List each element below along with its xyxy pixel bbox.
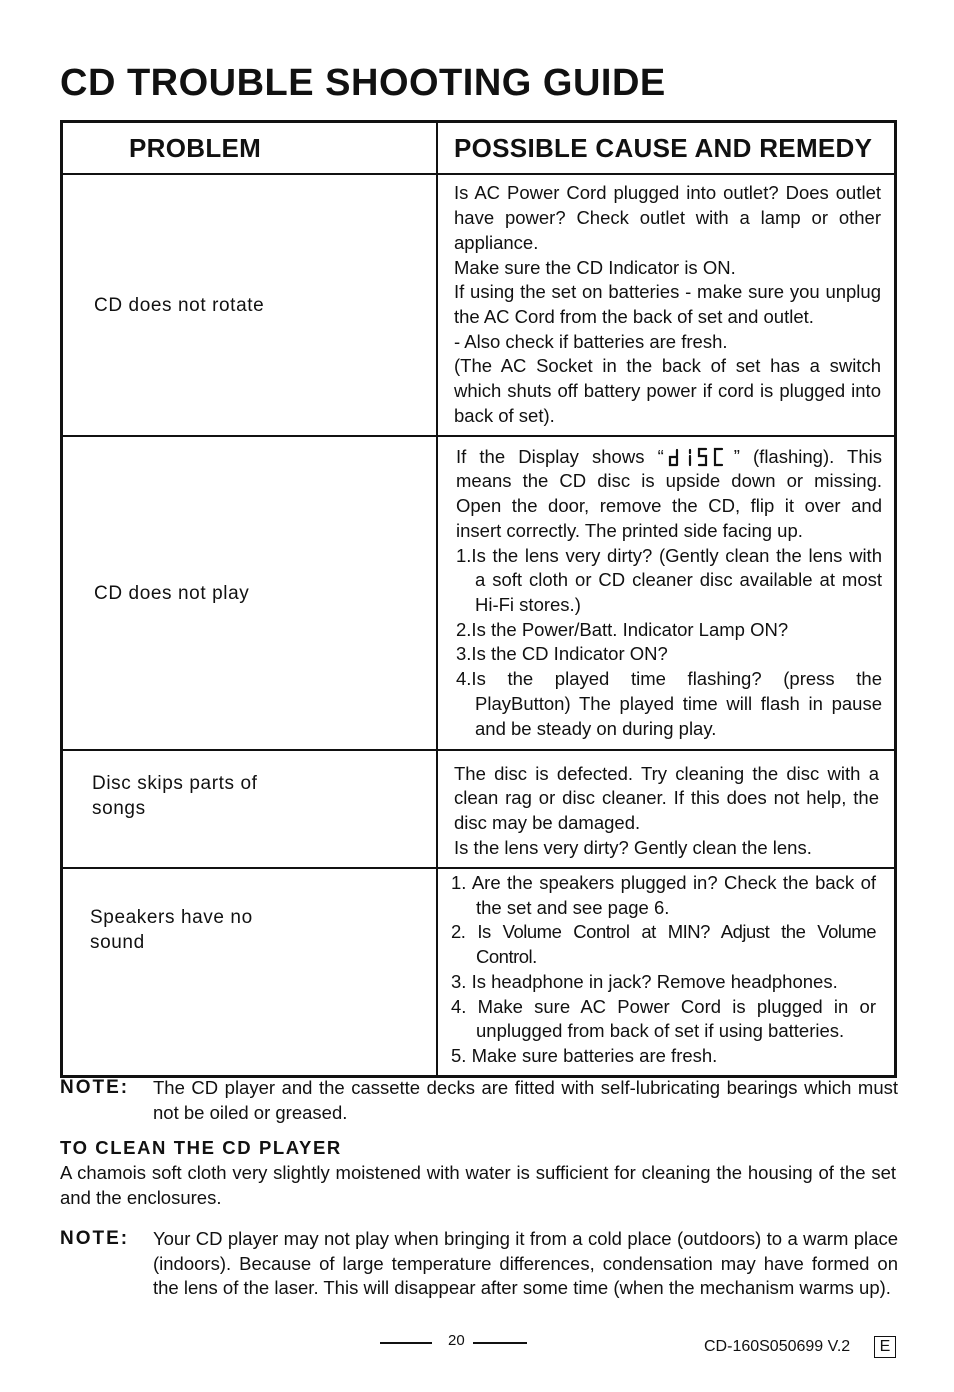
display-intro [456,445,882,544]
trouble-shooting-table [60,120,897,1078]
remedy-item: 3. Is headphone in jack? Remove headphones. [451,970,838,992]
note-condensation [60,1227,898,1301]
remedy-line: Make sure the CD Indicator is ON. [454,256,736,278]
table-row [62,174,896,436]
footer-rule-right [473,1342,527,1344]
page-title: CD TROUBLE SHOOTING GUIDE [60,62,666,104]
footer-rule-left [380,1342,432,1344]
problem-cell: CD does not rotate [94,294,265,316]
remedy-item: 3.Is the CD Indicator ON? [456,643,668,665]
language-badge: E [874,1336,896,1358]
table-row [62,436,896,750]
clean-text: A chamois soft cloth very slightly moistened with water is sufficient for cleaning the housing of the set and the enclosures. [60,1162,896,1208]
remedy-cell [437,436,896,750]
remedy-line: Is the lens very dirty? Gently clean the lens. [454,836,812,858]
table-row [62,750,896,868]
remedy-cell [437,174,896,436]
note-lubrication [60,1076,898,1125]
remedy-line: Is AC Power Cord plugged into outlet? Does outlet have power? Check outlet with a lamp or other appliance. [454,182,881,253]
remedy-item: 4. Make sure AC Power Cord is plugged in or unplugged from back of set if using batteries. [451,995,876,1042]
remedy-item: 4.Is the played time flashing? (press the PlayButton) The played time will flash in pause and be steady on during play. [456,668,882,739]
clean-heading: TO CLEAN THE CD PLAYER [60,1137,342,1158]
remedy-cell [437,868,896,1076]
table-header-row [62,122,896,175]
remedy-item: 2.Is the Power/Batt. Indicator Lamp ON? [456,618,789,640]
note-text: Your CD player may not play when bringing it from a cold place (outdoors) to a warm place (indoors). Because of large temperature differences, condensation may have formed on the lens of the laser. This will disappear after some time (when the mechanism warms up). [153,1228,898,1299]
remedy-line: If using the set on batteries - make sure you unplug the AC Cord from the back of set and outlet. [454,281,881,327]
remedy-item: 2. Is Volume Control at MIN? Adjust the Volume Control. [451,921,876,968]
remedy-line: - Also check if batteries are fresh. [454,330,728,352]
remedy-line: (The AC Socket in the back of set has a switch which shuts off battery power if cord is plugged into back of set). [454,355,881,426]
problem-cell: Speakers have no sound [90,907,253,953]
disc-display-icon [668,445,730,467]
problem-cell: Disc skips parts of songs [92,773,258,819]
table-row [62,868,896,1076]
remedy-item: 5. Make sure batteries are fresh. [451,1044,718,1066]
header-problem: PROBLEM [62,122,438,175]
problem-cell: CD does not play [94,582,250,604]
note-label: NOTE: [60,1228,130,1249]
model-code: CD-160S050699 V.2 [704,1338,851,1355]
note-text: The CD player and the cassette decks are fitted with self-lubricating bearings which must not be oiled or greased. [153,1077,898,1123]
remedy-item: 1. Are the speakers plugged in? Check the back of the set and see page 6. [451,872,876,918]
header-remedy: POSSIBLE CAUSE AND REMEDY [437,122,896,175]
remedy-cell [437,750,896,868]
display-intro-before: If the Display shows “ [456,445,664,467]
display-intro-after: ” (flashing). This means the CD disc is upside down or missing. Open the door, remove the CD, flip it over and insert correctly. The printed side facing up. [456,445,882,541]
page-number: 20 [448,1332,465,1349]
remedy-line: The disc is defected. Try cleaning the disc with a clean rag or disc cleaner. If this does not help, the disc may be damaged. [454,762,879,833]
note-label: NOTE: [60,1077,130,1098]
remedy-item: 1.Is the lens very dirty? (Gently clean the lens with a soft cloth or CD cleaner disc available at most Hi-Fi stores.) [456,544,882,615]
